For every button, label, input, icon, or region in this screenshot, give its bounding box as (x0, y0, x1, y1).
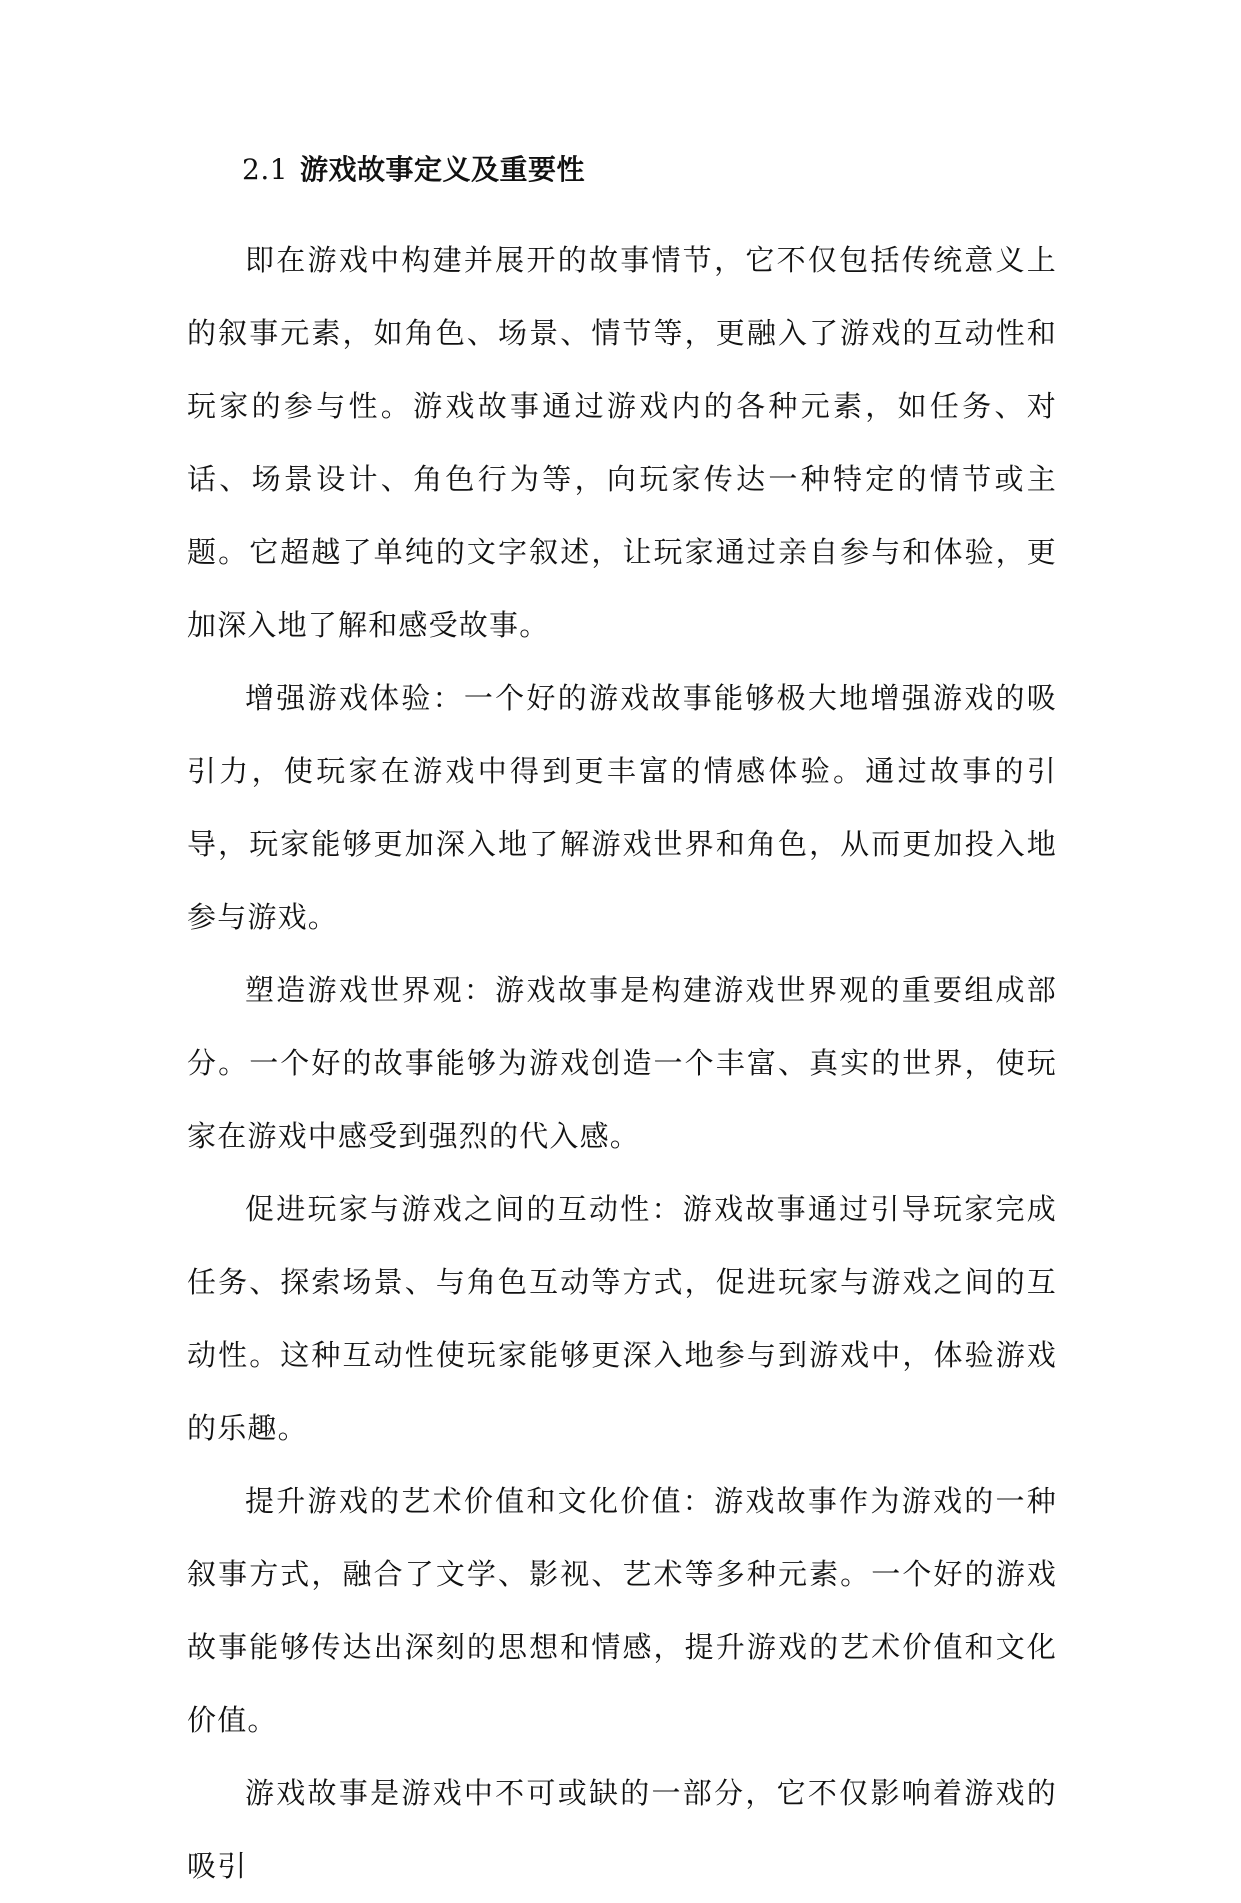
section-number: 2.1 (242, 153, 289, 186)
paragraph-worldview: 塑造游戏世界观：游戏故事是构建游戏世界观的重要组成部分。一个好的故事能够为游戏创造一个丰富、真实的世界，使玩家在游戏中感受到强烈的代入感。 (187, 973, 1057, 1153)
paragraph-enhance-experience: 增强游戏体验：一个好的游戏故事能够极大地增强游戏的吸引力，使玩家在游戏中得到更丰富的情感体验。通过故事的引导，玩家能够更加深入地了解游戏世界和角色，从而更加投入地参与游戏。 (187, 681, 1057, 934)
section-title: 游戏故事定义及重要性 (300, 153, 586, 186)
body-text (187, 224, 1057, 1903)
paragraph-definition: 即在游戏中构建并展开的故事情节，它不仅包括传统意义上的叙事元素，如角色、场景、情节等，更融入了游戏的互动性和玩家的参与性。游戏故事通过游戏内的各种元素，如任务、对话、场景设计、角色行为等，向玩家传达一种特定的情节或主题。它超越了单纯的文字叙述，让玩家通过亲自参与和体验，更加深入地了解和感受故事。 (187, 243, 1057, 642)
paragraph-conclusion: 游戏故事是游戏中不可或缺的一部分，它不仅影响着游戏的吸引 (187, 1776, 1057, 1883)
paragraph-art-culture-value: 提升游戏的艺术价值和文化价值：游戏故事作为游戏的一种叙事方式，融合了文学、影视、艺术等多种元素。一个好的游戏故事能够传达出深刻的思想和情感，提升游戏的艺术价值和文化价值。 (187, 1484, 1057, 1737)
paragraph-interactivity: 促进玩家与游戏之间的互动性：游戏故事通过引导玩家完成任务、探索场景、与角色互动等方式，促进玩家与游戏之间的互动性。这种互动性使玩家能够更深入地参与到游戏中，体验游戏的乐趣。 (187, 1192, 1057, 1445)
section-heading (242, 150, 585, 190)
